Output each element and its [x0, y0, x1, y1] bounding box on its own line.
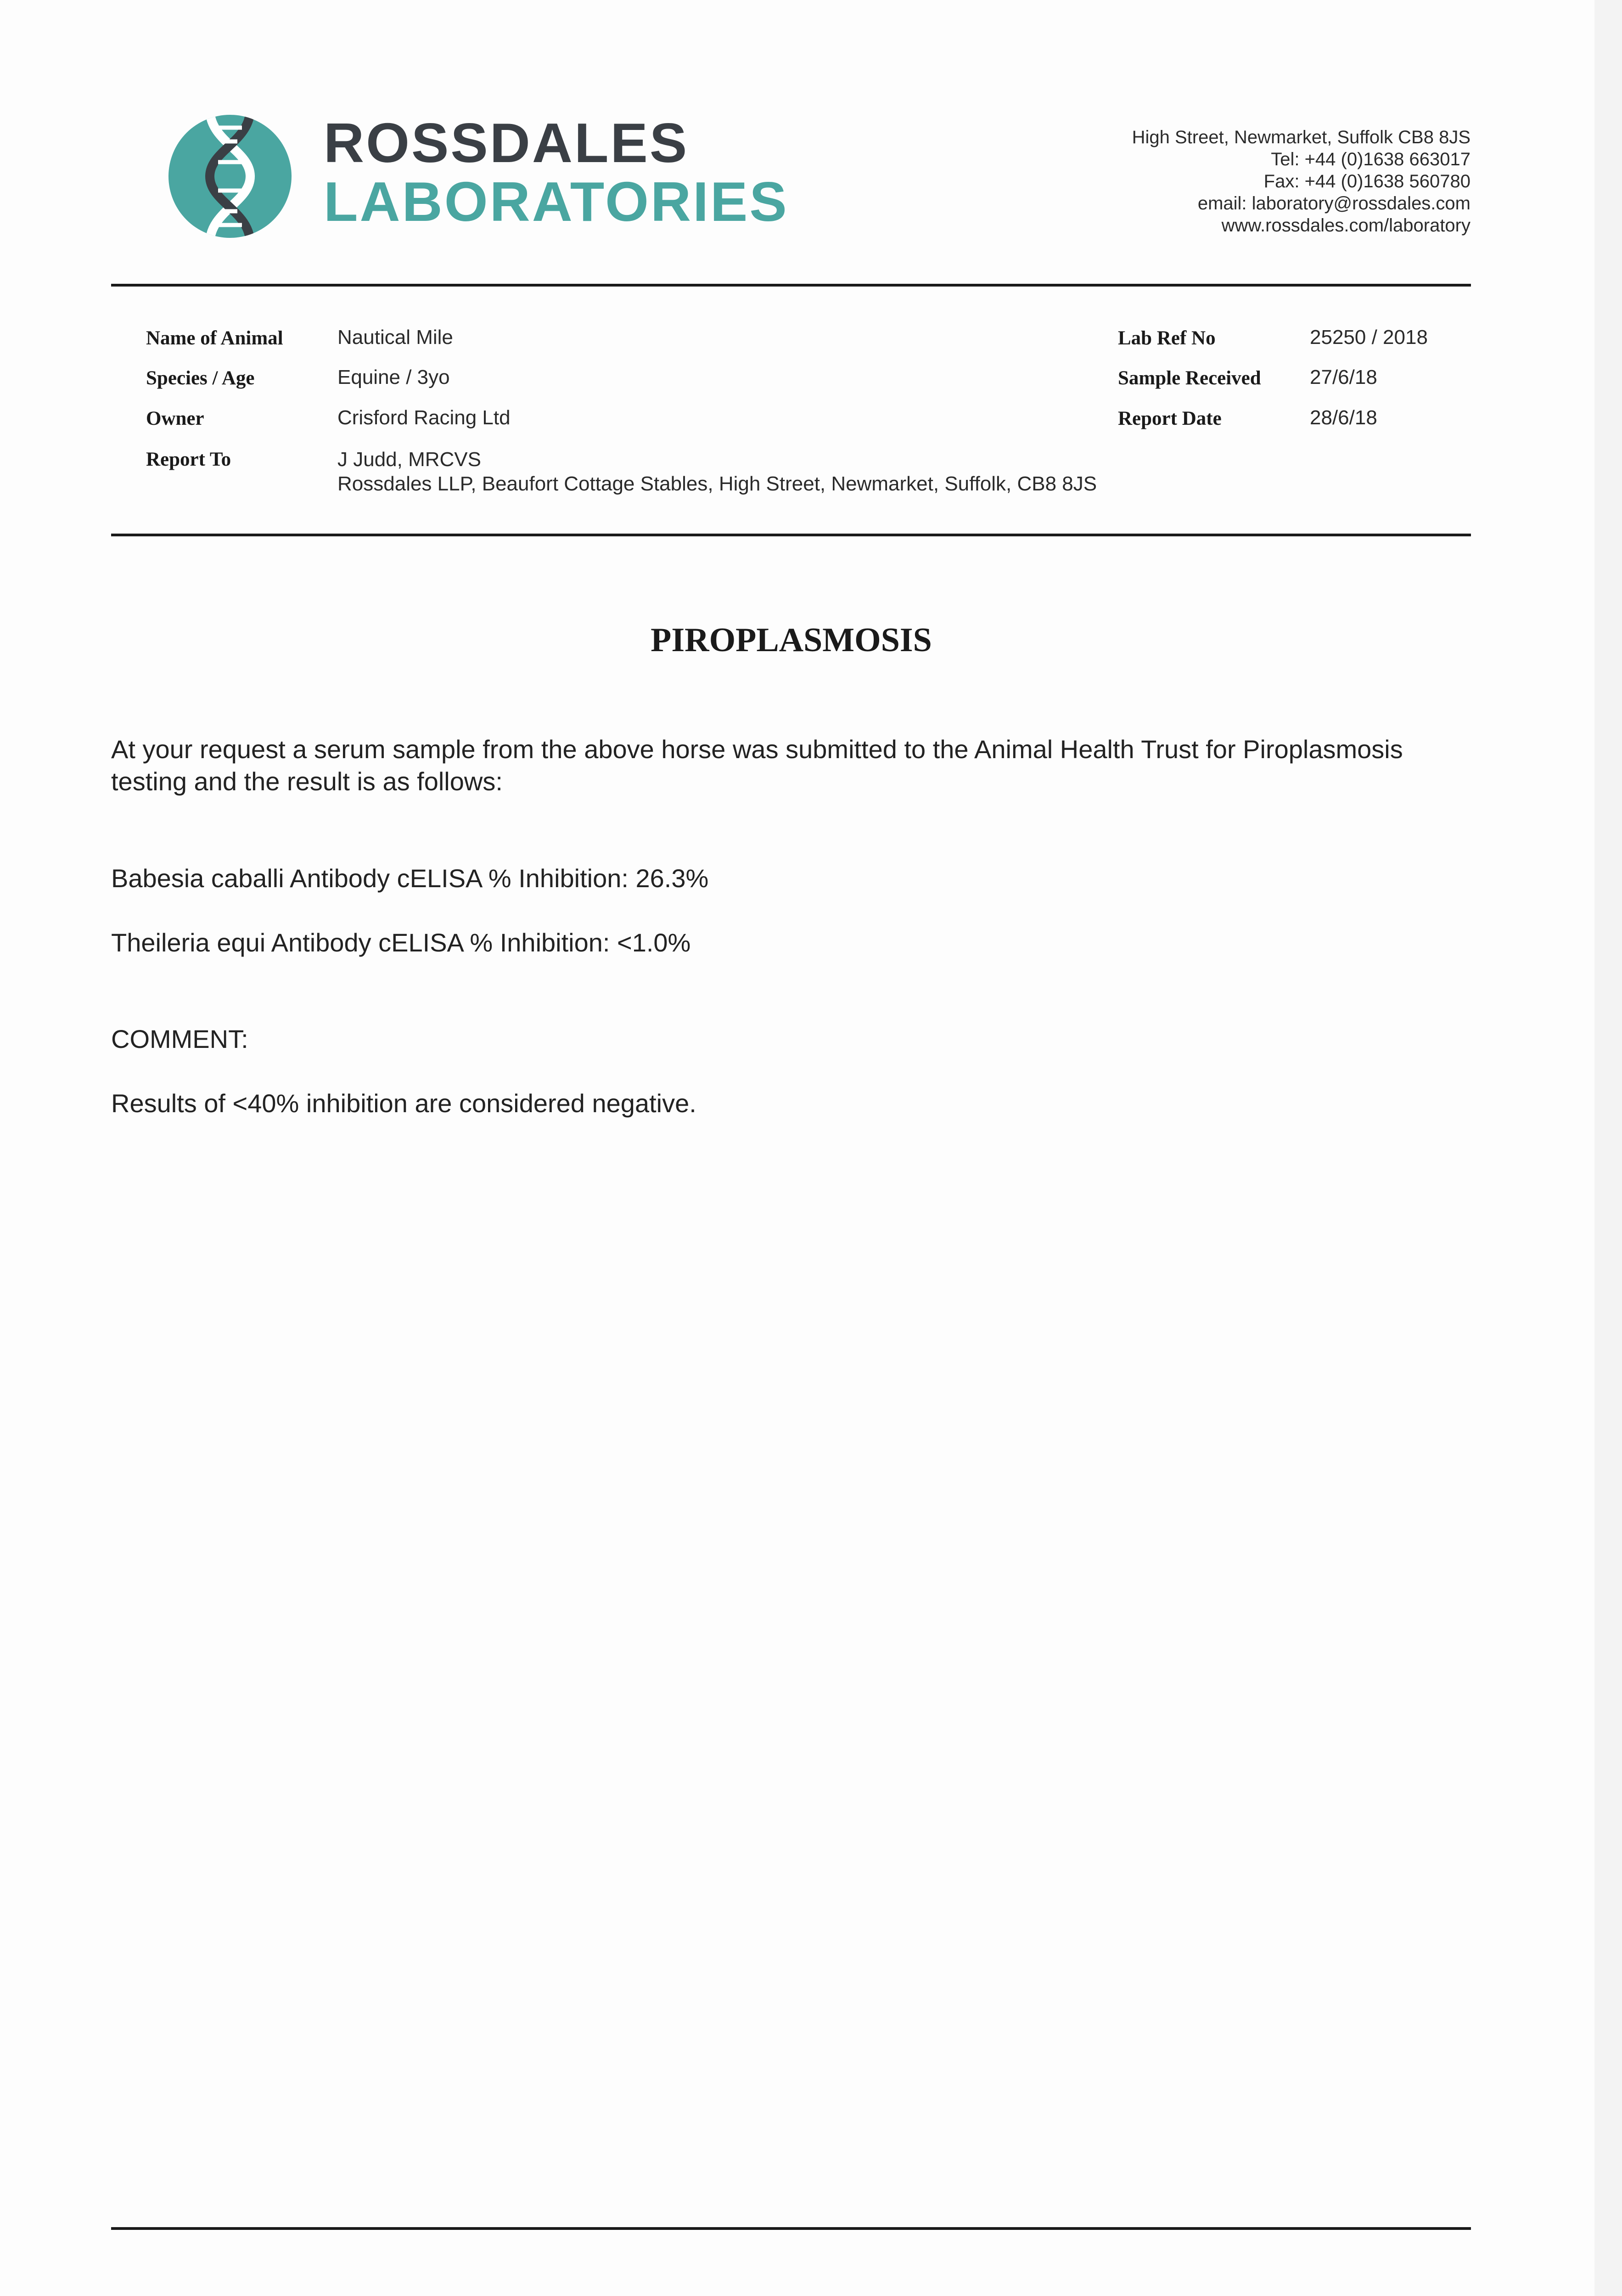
sample-received-label: Sample Received [1118, 367, 1261, 389]
report-date-value: 28/6/18 [1310, 406, 1377, 429]
contact-fax: Fax: +44 (0)1638 560780 [1263, 171, 1470, 191]
report-to-address: Rossdales LLP, Beaufort Cottage Stables, High Street, Newmarket, Suffolk, CB8 8JS [337, 473, 1097, 495]
intro-line-2: testing and the result is as follows: [111, 767, 503, 796]
name-of-animal-label: Name of Animal [146, 327, 283, 349]
sample-received-value: 27/6/18 [1310, 366, 1377, 388]
brand-line-rossdales: ROSSDALES [324, 112, 689, 174]
brand-line-laboratories: LABORATORIES [324, 170, 789, 233]
header-divider [111, 284, 1471, 287]
species-age-value: Equine / 3yo [337, 366, 450, 388]
contact-tel: Tel: +44 (0)1638 663017 [1271, 149, 1470, 169]
report-to-label: Report To [146, 449, 231, 470]
info-divider [111, 534, 1471, 536]
owner-label: Owner [146, 408, 204, 429]
lab-ref-label: Lab Ref No [1118, 327, 1216, 349]
species-age-label: Species / Age [146, 367, 255, 389]
brand-name [324, 112, 789, 233]
contact-address: High Street, Newmarket, Suffolk CB8 8JS [1132, 127, 1470, 147]
report-title: PIROPLASMOSIS [651, 621, 932, 659]
owner-value: Crisford Racing Ltd [337, 406, 511, 429]
name-of-animal-value: Nautical Mile [337, 326, 453, 349]
report-date-label: Report Date [1118, 408, 1222, 429]
comment-text: Results of <40% inhibition are considered negative. [111, 1089, 696, 1118]
contact-web: www.rossdales.com/laboratory [1221, 215, 1470, 236]
report-to-name: J Judd, MRCVS [337, 448, 481, 471]
contact-block [1132, 126, 1470, 236]
intro-line-1: At your request a serum sample from the above horse was submitted to the Animal Health Trust for Piroplasmosis [111, 735, 1403, 764]
contact-email: email: laboratory@rossdales.com [1197, 193, 1470, 214]
scan-edge [1594, 0, 1622, 2296]
dna-helix-icon [168, 114, 292, 239]
lab-ref-value: 25250 / 2018 [1310, 326, 1428, 349]
result-babesia: Babesia caballi Antibody cELISA % Inhibition: 26.3% [111, 864, 709, 893]
comment-heading: COMMENT: [111, 1024, 248, 1053]
result-theileria: Theileria equi Antibody cELISA % Inhibition: <1.0% [111, 928, 691, 957]
footer-divider [111, 2227, 1471, 2230]
